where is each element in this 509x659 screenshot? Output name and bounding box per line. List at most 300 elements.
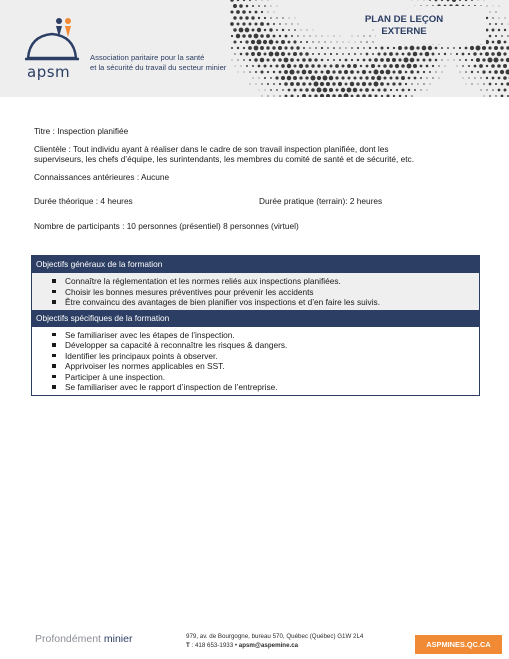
halftone-dot <box>366 41 368 43</box>
footer-contact <box>186 632 363 650</box>
halftone-dot <box>231 47 233 49</box>
objectives-table <box>31 255 480 396</box>
halftone-dot <box>351 47 353 49</box>
halftone-dot <box>476 46 481 51</box>
halftone-dot <box>330 53 332 55</box>
halftone-dot <box>347 76 350 79</box>
specific-objective-text: Apprivoiser les normes applicables en SST. <box>65 361 225 371</box>
halftone-dot <box>238 72 239 73</box>
halftone-dot <box>293 40 296 43</box>
halftone-dot <box>486 89 487 90</box>
halftone-dot <box>405 83 407 85</box>
halftone-dot <box>426 65 429 68</box>
halftone-dot <box>296 70 299 73</box>
halftone-dot <box>411 95 413 97</box>
halftone-dot <box>334 36 335 37</box>
halftone-dot <box>274 12 275 13</box>
halftone-dot <box>309 95 312 97</box>
halftone-dot <box>338 70 342 74</box>
halftone-dot <box>309 35 310 36</box>
halftone-dot <box>249 71 251 73</box>
halftone-dot <box>255 0 256 1</box>
general-objective-item <box>32 276 479 287</box>
halftone-dot <box>237 23 240 26</box>
halftone-dot <box>366 65 369 68</box>
halftone-dot <box>416 46 419 49</box>
halftone-dot <box>242 10 246 14</box>
halftone-dot <box>243 0 245 1</box>
halftone-dot <box>407 64 412 69</box>
square-bullet-icon <box>52 343 56 347</box>
halftone-dot <box>252 77 253 78</box>
halftone-dot <box>249 11 252 14</box>
halftone-dot <box>374 58 378 62</box>
halftone-dot <box>422 46 427 51</box>
halftone-dot <box>305 76 308 79</box>
halftone-dot <box>494 46 498 50</box>
halftone-dot <box>293 52 297 56</box>
halftone-dot <box>369 47 371 49</box>
halftone-dot <box>251 40 255 44</box>
halftone-dot <box>297 59 300 62</box>
halftone-dot <box>282 89 284 91</box>
phone-label: T <box>186 642 190 649</box>
specific-objectives-list <box>32 330 479 393</box>
halftone-dot <box>291 23 292 24</box>
halftone-dot <box>480 89 481 90</box>
org-name-line2: et la sécurité du travail du secteur minier <box>90 63 227 72</box>
halftone-dot <box>318 41 319 42</box>
halftone-dot <box>339 47 341 49</box>
halftone-dot <box>309 47 311 49</box>
halftone-dot <box>299 52 302 55</box>
halftone-dot <box>299 64 303 68</box>
halftone-dot <box>258 77 259 78</box>
org-name-line1: Association paritaire pour la santé <box>90 53 205 62</box>
halftone-dot <box>450 53 451 54</box>
halftone-dot <box>264 65 267 68</box>
halftone-dot <box>230 0 234 2</box>
halftone-dot <box>288 53 291 56</box>
halftone-dot <box>248 34 252 38</box>
halftone-dot <box>279 71 282 74</box>
halftone-dot <box>417 71 420 74</box>
course-title: Titre : Inspection planifiée <box>34 126 129 136</box>
halftone-dot <box>471 83 472 84</box>
halftone-dot <box>284 70 288 74</box>
halftone-dot <box>497 40 501 44</box>
halftone-dot <box>378 65 381 68</box>
halftone-dot <box>266 46 269 49</box>
halftone-dot <box>485 52 489 56</box>
halftone-dot <box>492 41 495 44</box>
halftone-dot <box>249 23 252 26</box>
halftone-dot <box>326 82 330 86</box>
halftone-dot <box>240 41 242 43</box>
halftone-dot <box>442 72 443 73</box>
halftone-dot <box>411 83 413 85</box>
halftone-dot <box>259 90 260 91</box>
halftone-dot <box>483 83 485 85</box>
halftone-dot <box>499 6 500 7</box>
halftone-dot <box>444 53 446 55</box>
halftone-dot <box>381 95 383 97</box>
halftone-dot <box>279 95 281 97</box>
halftone-dot <box>328 36 329 37</box>
halftone-dot <box>371 64 375 68</box>
halftone-dot <box>298 24 299 25</box>
halftone-dot <box>340 36 341 37</box>
halftone-dot <box>272 58 275 61</box>
halftone-dot <box>285 23 286 24</box>
halftone-dot <box>500 46 503 49</box>
halftone-dot <box>457 66 458 67</box>
halftone-dot <box>441 0 443 1</box>
halftone-dot <box>429 0 431 1</box>
halftone-dot <box>362 82 366 86</box>
halftone-dot <box>368 82 372 86</box>
halftone-dot <box>353 64 357 68</box>
halftone-dot <box>445 66 446 67</box>
practice-duration: Durée pratique (terrain): 2 heures <box>259 196 383 206</box>
halftone-dot <box>338 82 342 86</box>
halftone-dot <box>357 47 359 49</box>
halftone-dot <box>321 71 324 74</box>
halftone-dot <box>345 59 348 62</box>
halftone-dot <box>314 94 317 97</box>
halftone-dot <box>333 47 335 49</box>
general-objective-text: Connaître la réglementation et les normes reliés aux inspections planifiées. <box>65 276 341 286</box>
halftone-dot <box>266 58 269 61</box>
halftone-dot <box>386 94 389 97</box>
halftone-dot <box>491 52 495 56</box>
halftone-dot <box>269 40 274 45</box>
halftone-dot <box>375 47 377 49</box>
halftone-dot <box>336 53 338 55</box>
halftone-dot <box>305 52 309 56</box>
halftone-dot <box>314 82 319 87</box>
halftone-dot <box>330 65 333 68</box>
general-objectives-list <box>32 276 479 308</box>
halftone-dot <box>347 64 351 68</box>
halftone-dot <box>297 95 299 97</box>
halftone-dot <box>245 52 248 55</box>
halftone-dot <box>489 95 491 97</box>
halftone-dot <box>279 35 281 37</box>
halftone-dot <box>441 59 442 60</box>
halftone-dot <box>497 64 501 68</box>
halftone-dot <box>374 70 379 75</box>
halftone-dot <box>249 0 251 1</box>
halftone-dot <box>239 4 243 8</box>
prior-knowledge: Connaissances antérieures : Aucune <box>34 171 170 182</box>
halftone-dot <box>333 59 335 61</box>
halftone-dot <box>495 35 497 37</box>
halftone-dot <box>503 76 507 80</box>
halftone-dot <box>423 71 425 73</box>
halftone-dot <box>235 66 236 67</box>
halftone-dot <box>270 17 272 19</box>
halftone-dot <box>493 6 494 7</box>
halftone-dot <box>302 94 306 97</box>
halftone-dot <box>288 41 291 44</box>
halftone-dot <box>508 24 509 25</box>
halftone-dot <box>468 65 470 67</box>
halftone-dot <box>294 65 297 68</box>
halftone-dot <box>487 57 492 62</box>
halftone-dot <box>344 70 348 74</box>
halftone-dot <box>230 22 234 26</box>
halftone-dot <box>423 0 424 1</box>
halftone-dot <box>497 52 501 56</box>
halftone-dot <box>305 64 309 68</box>
halftone-dot <box>336 41 337 42</box>
halftone-dot <box>239 16 242 19</box>
halftone-dot <box>395 64 399 68</box>
halftone-dot <box>486 65 488 67</box>
halftone-dot <box>329 76 333 80</box>
halftone-dot <box>410 46 415 51</box>
halftone-dot <box>336 89 339 92</box>
specific-objective-item <box>32 330 479 341</box>
page-header <box>0 0 509 97</box>
halftone-dot <box>398 82 401 85</box>
halftone-dot <box>251 16 254 19</box>
halftone-dot <box>260 58 265 63</box>
halftone-dot <box>465 71 467 73</box>
halftone-dot <box>353 88 357 92</box>
halftone-dot <box>281 64 285 68</box>
tagline-strong: minier <box>103 633 133 645</box>
halftone-dot <box>429 71 431 73</box>
halftone-dot <box>290 82 294 86</box>
halftone-dot <box>387 47 389 49</box>
halftone-dot <box>240 53 243 56</box>
halftone-dot <box>410 70 413 73</box>
halftone-dot <box>297 35 299 37</box>
halftone-dot <box>452 0 456 2</box>
halftone-dot <box>258 17 260 19</box>
footer-tagline <box>35 633 132 645</box>
halftone-dot <box>432 77 434 79</box>
halftone-dot <box>308 70 312 74</box>
general-objective-text: Choisir les bonnes mesures préventives pour prévenir les accidents <box>65 286 314 297</box>
specific-objectives-section <box>32 327 479 395</box>
general-objectives-heading: Objectifs généraux de la formation <box>32 256 479 273</box>
halftone-dot <box>393 95 395 97</box>
halftone-dot <box>435 0 438 1</box>
halftone-dot <box>302 70 307 75</box>
halftone-dot <box>285 35 288 38</box>
halftone-dot <box>243 59 245 61</box>
halftone-dot <box>482 58 485 61</box>
participants-count: Nombre de participants : 10 personnes (présentiel) 8 personnes (virtuel) <box>34 220 299 231</box>
halftone-dot <box>492 17 494 19</box>
halftone-dot <box>332 94 336 97</box>
halftone-dot <box>237 47 239 49</box>
halftone-dot <box>295 18 296 19</box>
halftone-dot <box>351 59 353 61</box>
halftone-dot <box>252 65 254 67</box>
halftone-dot <box>392 58 396 62</box>
halftone-dot <box>287 64 291 68</box>
halftone-dot <box>254 46 259 51</box>
halftone-dot <box>398 70 402 74</box>
halftone-dot <box>276 17 277 18</box>
halftone-dot <box>267 23 270 26</box>
halftone-dot <box>354 53 356 55</box>
halftone-dot <box>359 76 362 79</box>
halftone-dot <box>363 59 366 62</box>
halftone-dot <box>429 59 432 62</box>
halftone-dot <box>427 90 428 91</box>
website-button[interactable]: ASPMINES.QC.CA <box>415 635 502 654</box>
halftone-dot <box>501 23 503 25</box>
halftone-dot <box>489 35 492 38</box>
halftone-dot <box>236 34 240 38</box>
halftone-dot <box>318 53 320 55</box>
halftone-dot <box>489 23 491 25</box>
halftone-dot <box>252 29 255 32</box>
halftone-dot <box>281 52 285 56</box>
halftone-dot <box>401 64 405 68</box>
halftone-dot <box>284 46 287 49</box>
halftone-dot <box>383 76 386 79</box>
halftone-dot <box>357 59 359 61</box>
halftone-dot <box>256 39 261 44</box>
halftone-dot <box>345 83 348 86</box>
halftone-dot <box>289 69 294 74</box>
halftone-dot <box>250 84 251 85</box>
halftone-dot <box>471 0 473 1</box>
halftone-dot <box>237 59 238 60</box>
halftone-dot <box>315 47 317 49</box>
halftone-dot <box>401 76 405 80</box>
halftone-dot <box>236 10 240 14</box>
halftone-dot <box>462 53 465 56</box>
halftone-dot <box>482 70 485 73</box>
halftone-dot <box>504 17 505 18</box>
logo-wordmark: apsm <box>27 63 71 81</box>
halftone-dot <box>282 29 284 31</box>
halftone-dot <box>408 77 411 80</box>
halftone-dot <box>366 53 369 56</box>
halftone-dot <box>302 82 306 86</box>
halftone-dot <box>405 95 407 97</box>
halftone-dot <box>381 47 384 50</box>
halftone-dot <box>301 30 302 31</box>
halftone-dot <box>324 65 327 68</box>
halftone-dot <box>459 59 461 61</box>
specific-objective-item <box>32 340 479 351</box>
halftone-dot <box>242 22 245 25</box>
halftone-dot <box>257 52 261 56</box>
halftone-dot <box>293 76 297 80</box>
duration-row <box>34 196 474 207</box>
halftone-dot <box>311 88 315 92</box>
halftone-dot <box>275 64 278 67</box>
halftone-dot <box>323 76 328 81</box>
halftone-dot <box>270 65 273 68</box>
halftone-dot <box>267 11 268 12</box>
halftone-dot <box>365 88 369 92</box>
halftone-dot <box>303 47 305 49</box>
halftone-dot <box>356 82 360 86</box>
halftone-dot <box>321 59 324 62</box>
halftone-dot <box>505 69 509 74</box>
halftone-dot <box>289 18 290 19</box>
halftone-dot <box>243 71 244 72</box>
halftone-dot <box>314 70 317 73</box>
halftone-dot <box>341 64 344 67</box>
halftone-dot <box>492 29 495 32</box>
halftone-dot <box>232 60 233 61</box>
halftone-dot <box>498 77 501 80</box>
halftone-dot <box>395 76 398 79</box>
halftone-dot <box>471 71 473 73</box>
halftone-dot <box>284 82 288 86</box>
halftone-dot <box>278 46 282 50</box>
halftone-dot <box>377 52 380 55</box>
halftone-dot <box>474 65 477 68</box>
halftone-dot <box>287 76 292 81</box>
halftone-dot <box>258 5 260 7</box>
halftone-dot <box>296 46 299 49</box>
general-objective-text: Être convaincu des avantages de bien planifier vos inspections et d’en faire les suivis. <box>65 297 381 307</box>
halftone-dot <box>482 46 486 50</box>
halftone-dot <box>402 89 405 92</box>
halftone-dot <box>495 83 497 85</box>
halftone-dot <box>317 64 320 67</box>
halftone-dot <box>489 83 492 86</box>
halftone-dot <box>281 40 285 44</box>
halftone-dot <box>246 5 249 8</box>
halftone-dot <box>254 34 259 39</box>
halftone-dot <box>279 83 281 85</box>
halftone-dot <box>489 11 490 12</box>
halftone-dot <box>380 70 384 74</box>
square-bullet-icon <box>52 279 56 283</box>
halftone-dot <box>273 35 276 38</box>
halftone-dot <box>488 46 491 49</box>
halftone-dot <box>423 83 425 85</box>
halftone-dot <box>339 59 341 61</box>
halftone-dot <box>279 23 281 25</box>
halftone-dot <box>377 88 380 91</box>
halftone-dot <box>465 59 467 61</box>
halftone-dot <box>390 77 393 80</box>
email-link[interactable]: apsm@aspemine.ca <box>238 642 299 649</box>
halftone-dot <box>276 41 279 44</box>
halftone-dot <box>504 89 507 92</box>
halftone-dot <box>323 88 328 93</box>
halftone-dot <box>264 5 266 7</box>
halftone-dot <box>312 53 314 55</box>
halftone-dot <box>489 71 492 74</box>
halftone-dot <box>343 42 344 43</box>
halftone-dot <box>317 88 322 93</box>
halftone-dot <box>383 64 387 68</box>
halftone-dot <box>413 64 417 68</box>
halftone-dot <box>332 70 335 73</box>
halftone-dot <box>356 94 359 97</box>
specific-objective-text: Se familiariser avec le rapport d’inspection de l’entreprise. <box>65 382 278 392</box>
halftone-dot <box>284 58 289 63</box>
halftone-dot <box>264 17 266 19</box>
halftone-dot <box>417 83 418 84</box>
halftone-dot <box>299 88 302 91</box>
halftone-dot <box>242 34 246 38</box>
